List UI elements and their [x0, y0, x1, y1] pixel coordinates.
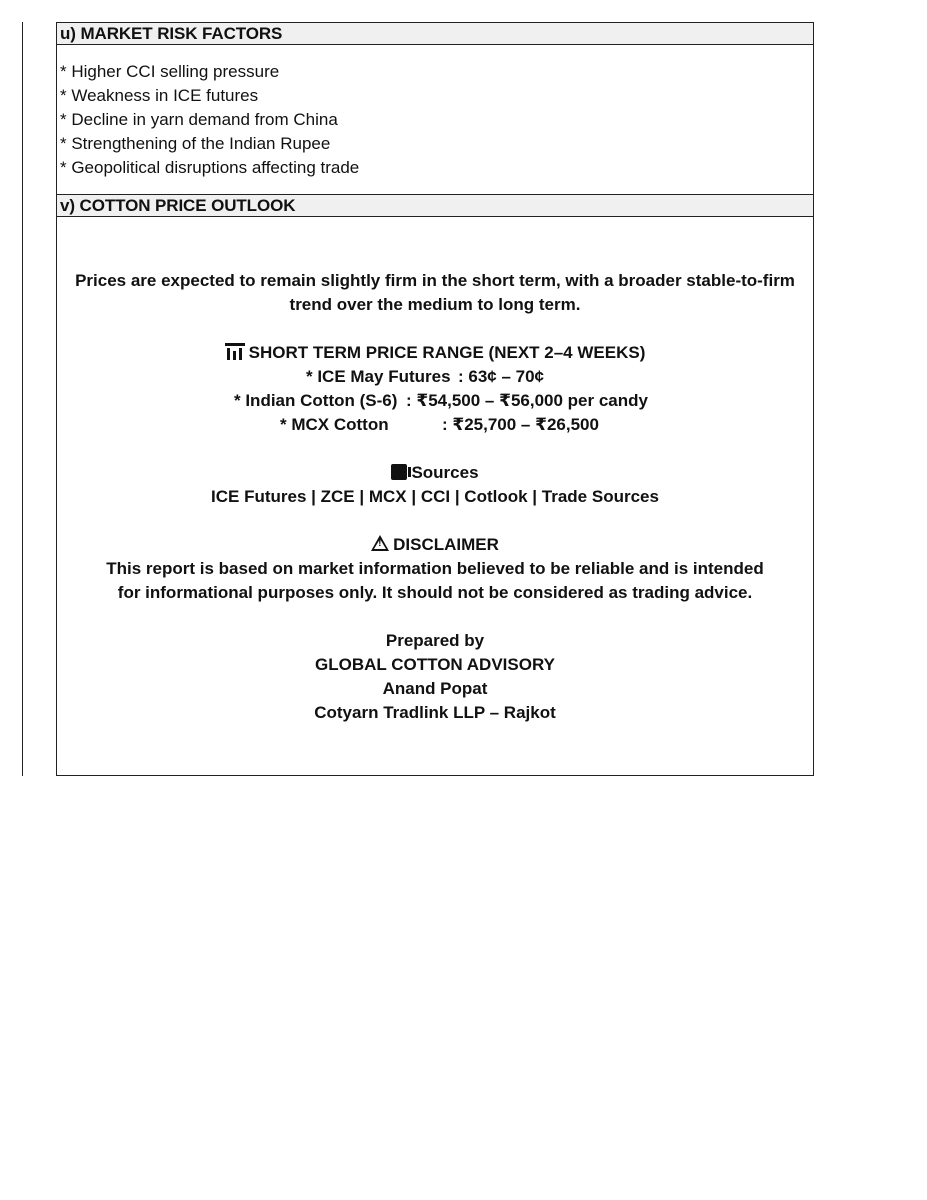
price-row-indian-cotton [57, 389, 813, 413]
disclaimer-title-row [97, 533, 773, 557]
price-row-value: : ₹54,500 – ₹56,000 per candy [406, 391, 648, 410]
list-item: * Strengthening of the Indian Rupee [60, 134, 331, 153]
price-range-title: SHORT TERM PRICE RANGE (NEXT 2–4 WEEKS) [248, 343, 646, 362]
sources-list: ICE Futures | ZCE | MCX | CCI | Cotlook | Trade Sources [211, 487, 659, 506]
price-row-mcx [57, 413, 813, 437]
list-item: * Geopolitical disruptions affecting trade [60, 158, 360, 177]
prepared-by-company: Cotyarn Tradlink LLP – Rajkot [314, 703, 556, 722]
risk-factors-list [57, 45, 813, 195]
disclaimer-title: DISCLAIMER [393, 535, 499, 554]
sources-title-row [57, 461, 813, 485]
left-margin-rule [22, 22, 23, 776]
list-item: * Higher CCI selling pressure [60, 62, 280, 81]
bar-chart-icon [225, 343, 245, 360]
warning-icon [371, 535, 389, 551]
section-v-header: v) COTTON PRICE OUTLOOK [57, 195, 813, 217]
prepared-by-org: GLOBAL COTTON ADVISORY [315, 655, 555, 674]
sources-block [57, 461, 813, 509]
price-row-value: : ₹25,700 – ₹26,500 [442, 415, 599, 434]
disclaimer-block [57, 533, 813, 605]
prepared-by-block [57, 629, 813, 725]
prepared-by-name: Anand Popat [382, 679, 488, 698]
prepared-by-label: Prepared by [385, 631, 485, 650]
section-u-header: u) MARKET RISK FACTORS [57, 23, 813, 45]
price-row-label: * ICE May Futures [306, 367, 451, 386]
list-item: * Weakness in ICE futures [60, 86, 259, 105]
list-item: * Decline in yarn demand from China [60, 110, 338, 129]
sources-title: Sources [411, 463, 479, 482]
price-range-title-row [57, 341, 813, 365]
report-sheet [56, 22, 814, 776]
price-row-label: * MCX Cotton [280, 415, 389, 434]
price-row-label: * Indian Cotton (S-6) [234, 391, 398, 410]
price-range-block [57, 341, 813, 437]
notepad-icon [391, 464, 407, 480]
price-outlook-body [57, 217, 813, 775]
price-row-value: : 63¢ – 70¢ [458, 367, 545, 386]
disclaimer-text: This report is based on market information believed to be reliable and is intended for informational purposes only. It should not be considered as trading advice. [106, 559, 764, 602]
outlook-statement: Prices are expected to remain slightly firm in the short term, with a broader stable-to-firm trend over the medium to long term. [75, 271, 795, 314]
price-row-ice [57, 365, 813, 389]
